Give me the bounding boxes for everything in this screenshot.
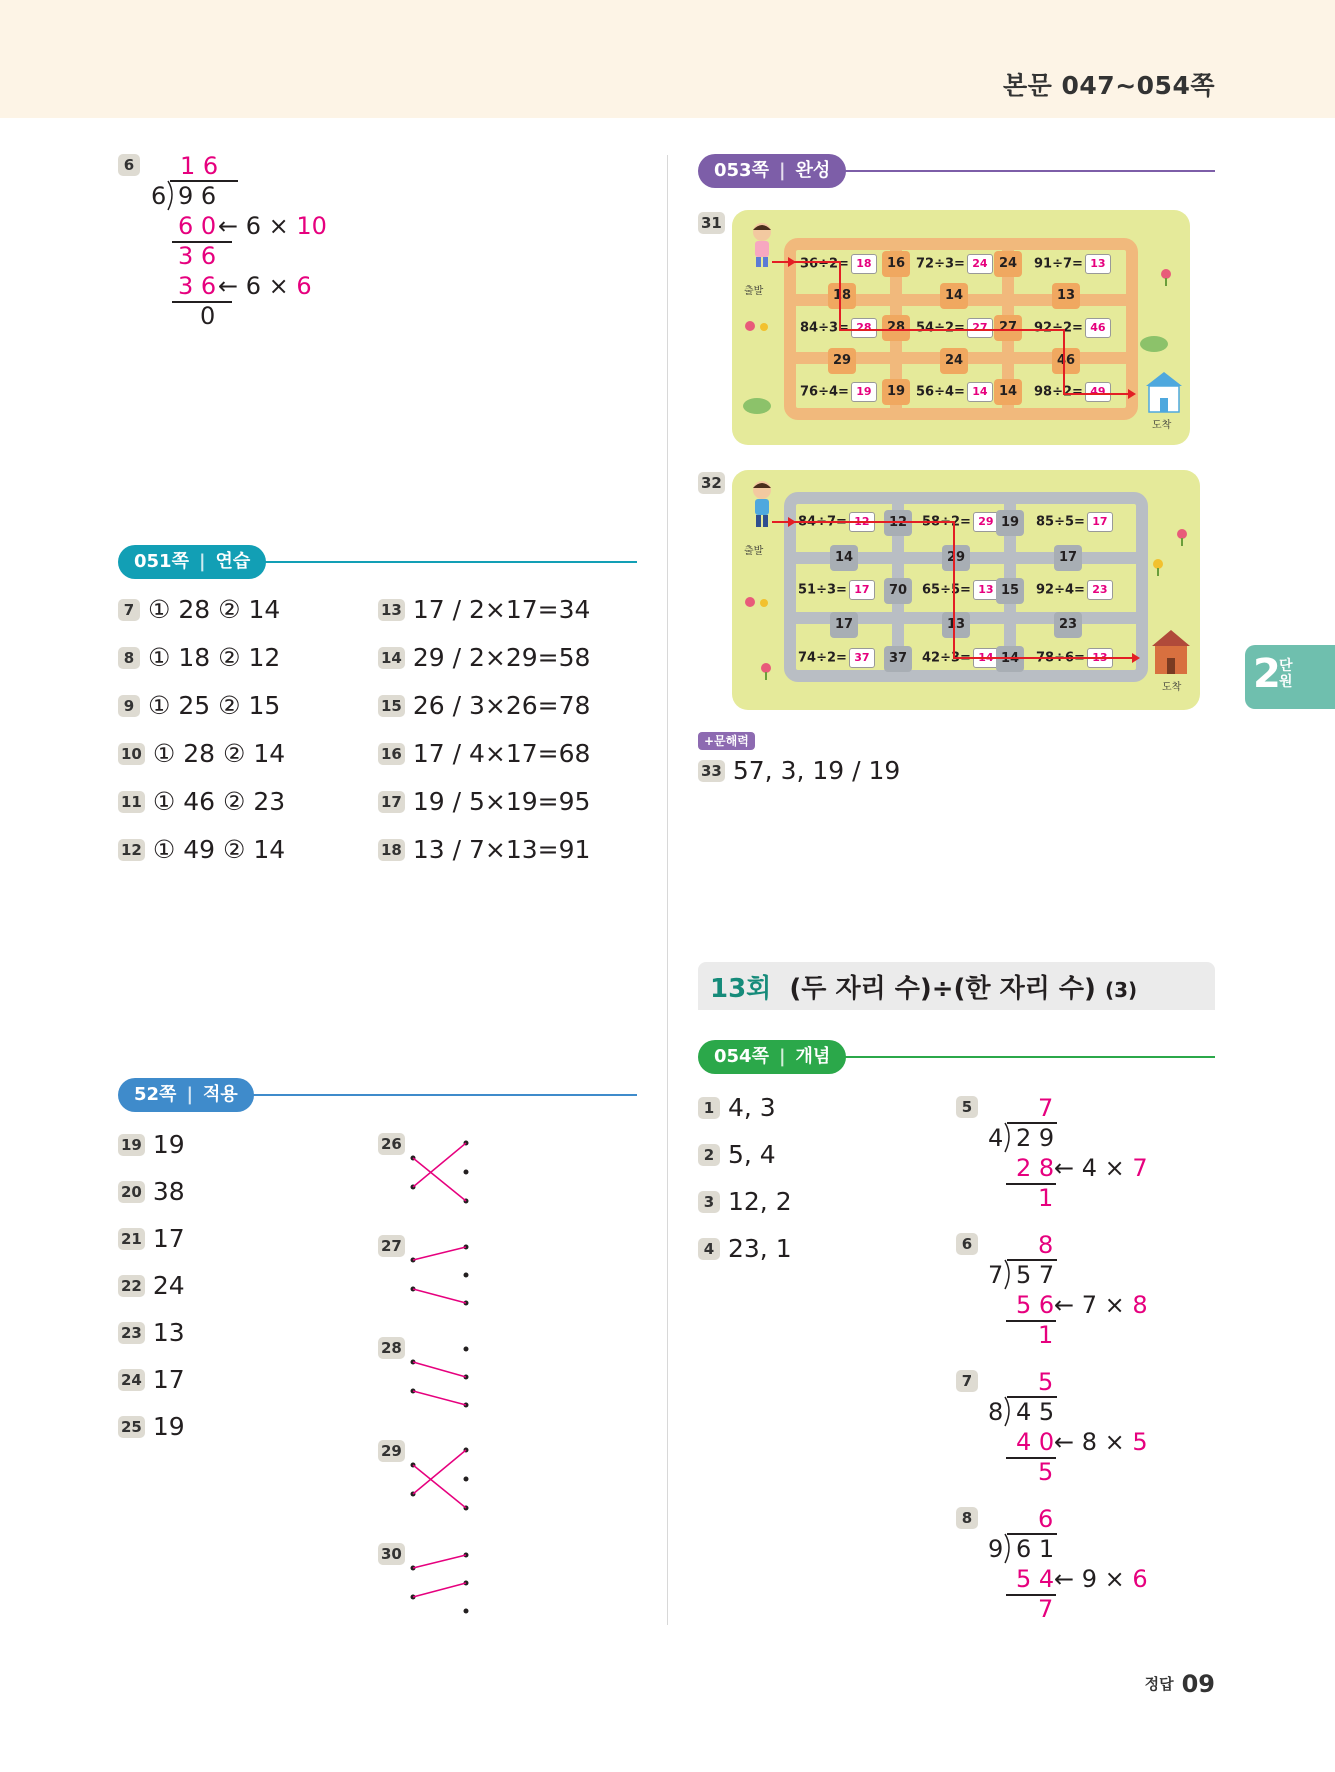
matching-lines bbox=[378, 1440, 488, 1515]
step2-value: 3 6 bbox=[178, 242, 217, 270]
maze-tile: 13 bbox=[1052, 283, 1080, 309]
quotient: 1 6 bbox=[180, 152, 219, 180]
answer-row: 11 ① 46 ② 23 bbox=[118, 787, 285, 835]
subtract-value: 5 4 bbox=[1016, 1565, 1055, 1593]
matching-lines bbox=[378, 1337, 488, 1412]
division-problem: 8 6 9 6 1 5 4 ← 9 × 6 7 bbox=[956, 1505, 1176, 1630]
remainder: 7 bbox=[1038, 1595, 1054, 1623]
matching-lines bbox=[378, 1235, 488, 1310]
maze-path bbox=[732, 210, 1190, 445]
maze-tile: 19 bbox=[882, 379, 910, 405]
subtract-note: ← 7 × 8 bbox=[1054, 1291, 1148, 1319]
matching-29: 29 bbox=[378, 1440, 488, 1515]
house-icon bbox=[1144, 370, 1184, 414]
maze-tile: 29 bbox=[942, 545, 970, 571]
equation: 92÷2= 46 bbox=[1034, 318, 1111, 338]
equation: 91÷7= 13 bbox=[1034, 254, 1111, 274]
divisor: 4 bbox=[988, 1124, 1004, 1152]
equation: 78÷6= 13 bbox=[1036, 648, 1113, 668]
subtract-note: ← 4 × 7 bbox=[1054, 1154, 1148, 1182]
remainder: 0 bbox=[200, 302, 216, 330]
quotient: 7 bbox=[1038, 1094, 1054, 1122]
equation: 65÷5= 13 bbox=[922, 580, 999, 600]
child-figure-icon bbox=[742, 220, 782, 270]
page-footer bbox=[1145, 1670, 1215, 1698]
answer-row: 13 17 / 2×17=34 bbox=[378, 595, 590, 643]
maze-tile: 15 bbox=[996, 578, 1024, 604]
start-label: 출발 bbox=[744, 286, 764, 297]
dividend: 2 9 bbox=[1016, 1124, 1055, 1152]
maze-tile: 24 bbox=[940, 348, 968, 374]
section-051-col1 bbox=[118, 595, 285, 883]
matching-lines bbox=[378, 1133, 488, 1208]
maze-tile: 17 bbox=[830, 612, 858, 638]
maze-tile: 29 bbox=[828, 348, 856, 374]
end-label: 도착 bbox=[1152, 420, 1172, 431]
flower-icon bbox=[1156, 266, 1176, 286]
section-051-rule bbox=[250, 561, 637, 563]
dividend: 4 5 bbox=[1016, 1398, 1055, 1426]
answer-row: 3 12, 2 bbox=[698, 1187, 792, 1234]
bush-icon bbox=[742, 396, 772, 414]
flower-icon bbox=[742, 594, 772, 614]
unit-side-tab bbox=[1245, 645, 1335, 709]
maze-tile: 70 bbox=[884, 578, 912, 604]
page-number: 09 bbox=[1181, 1670, 1215, 1698]
unit-label: 단원 bbox=[1279, 658, 1293, 690]
maze-tile: 16 bbox=[882, 251, 910, 277]
flower-icon bbox=[742, 318, 772, 338]
dividend: 5 7 bbox=[1016, 1261, 1055, 1289]
equation: 51÷3= 17 bbox=[798, 580, 875, 600]
dividend: 6 1 bbox=[1016, 1535, 1055, 1563]
division-problem: 5 7 4 2 9 2 8 ← 4 × 7 1 bbox=[956, 1094, 1176, 1219]
answer-row: 9 ① 25 ② 15 bbox=[118, 691, 285, 739]
maze-tile: 14 bbox=[830, 545, 858, 571]
equation: 98÷2= 49 bbox=[1034, 382, 1111, 402]
section-title: 13회 (두 자리 수)÷(한 자리 수) (3) bbox=[710, 974, 1138, 1004]
equation: 54÷2= 27 bbox=[916, 318, 993, 338]
matching-26: 26 bbox=[378, 1133, 488, 1208]
start-label: 출발 bbox=[744, 546, 764, 557]
maze-puzzle-32 bbox=[732, 470, 1200, 710]
matching-lines bbox=[378, 1543, 488, 1618]
section-051-pill: 051쪽 | 연습 bbox=[118, 545, 266, 579]
flower-icon bbox=[756, 660, 776, 680]
subtract-value: 5 6 bbox=[1016, 1291, 1055, 1319]
quotient: 6 bbox=[1038, 1505, 1054, 1533]
maze-puzzle-31 bbox=[732, 210, 1190, 445]
section-053-pill: 053쪽 | 완성 bbox=[698, 154, 846, 188]
answer-row-33: 33 57, 3, 19 / 19 bbox=[698, 756, 900, 785]
answer-row: 20 38 bbox=[118, 1177, 185, 1224]
child-figure-icon bbox=[742, 478, 782, 534]
subtract-note: ← 9 × 6 bbox=[1054, 1565, 1148, 1593]
step1-value: 6 0 bbox=[178, 212, 217, 240]
equation: 84÷7= 12 bbox=[798, 512, 875, 532]
remainder: 5 bbox=[1038, 1458, 1054, 1486]
section-054-answers bbox=[698, 1093, 792, 1281]
answer-row: 24 17 bbox=[118, 1365, 185, 1412]
answer-row: 1 4, 3 bbox=[698, 1093, 792, 1140]
answer-row: 10 ① 28 ② 14 bbox=[118, 739, 285, 787]
maze-tile: 14 bbox=[940, 283, 968, 309]
maze-tile: 17 bbox=[1054, 545, 1082, 571]
answer-row: 21 17 bbox=[118, 1224, 185, 1271]
equation: 84÷3= 28 bbox=[800, 318, 877, 338]
maze-tile: 37 bbox=[884, 646, 912, 672]
problem-number-31: 31 bbox=[698, 212, 725, 234]
division-problem-6 bbox=[118, 152, 418, 342]
section-052-rule bbox=[250, 1094, 637, 1096]
answer-row: 14 29 / 2×29=58 bbox=[378, 643, 590, 691]
division-problem: 6 8 7 5 7 5 6 ← 7 × 8 1 bbox=[956, 1231, 1176, 1356]
equation: 72÷3= 24 bbox=[916, 254, 993, 274]
section-051-col2 bbox=[378, 595, 590, 883]
header-page-range: 본문 047~054쪽 bbox=[1003, 71, 1215, 100]
quotient: 8 bbox=[1038, 1231, 1054, 1259]
maze-tile: 14 bbox=[994, 379, 1022, 405]
answer-row: 2 5, 4 bbox=[698, 1140, 792, 1187]
remainder: 1 bbox=[1038, 1184, 1054, 1212]
answer-row: 23 13 bbox=[118, 1318, 185, 1365]
division-problem: 7 5 8 4 5 4 0 ← 8 × 5 5 bbox=[956, 1368, 1176, 1493]
maze-tile: 24 bbox=[994, 251, 1022, 277]
maze-tile: 19 bbox=[996, 510, 1024, 536]
answer-row: 18 13 / 7×13=91 bbox=[378, 835, 590, 883]
end-label: 도착 bbox=[1162, 682, 1182, 693]
equation: 85÷5= 17 bbox=[1036, 512, 1113, 532]
flower-icon bbox=[1172, 526, 1192, 546]
equation: 42÷3= 14 bbox=[922, 648, 999, 668]
problem-number-32: 32 bbox=[698, 472, 725, 494]
matching-27: 27 bbox=[378, 1235, 488, 1310]
maze-tile: 28 bbox=[882, 315, 910, 341]
section-052-col1 bbox=[118, 1130, 185, 1459]
answer-row: 16 17 / 4×17=68 bbox=[378, 739, 590, 787]
dividend: 9 6 bbox=[178, 182, 217, 210]
answer-row: 25 19 bbox=[118, 1412, 185, 1459]
answer-row: 12 ① 49 ② 14 bbox=[118, 835, 285, 883]
section-054-rule bbox=[830, 1056, 1215, 1058]
equation: 92÷4= 23 bbox=[1036, 580, 1113, 600]
maze-tile: 23 bbox=[1054, 612, 1082, 638]
matching-30: 30 bbox=[378, 1543, 488, 1618]
answer-row: 7 ① 28 ② 14 bbox=[118, 595, 285, 643]
subtract-value: 4 0 bbox=[1016, 1428, 1055, 1456]
divisor: 9 bbox=[988, 1535, 1004, 1563]
equation: 56÷4= 14 bbox=[916, 382, 993, 402]
flower-icon bbox=[1148, 556, 1168, 576]
step3-value: 3 6 bbox=[178, 272, 217, 300]
bush-icon bbox=[1139, 334, 1169, 352]
quotient: 5 bbox=[1038, 1368, 1054, 1396]
equation: 74÷2= 37 bbox=[798, 648, 875, 668]
section-052-pill: 52쪽 | 적용 bbox=[118, 1078, 254, 1112]
subtract-value: 2 8 bbox=[1016, 1154, 1055, 1182]
unit-number: 2 bbox=[1253, 651, 1281, 697]
remainder: 1 bbox=[1038, 1321, 1054, 1349]
answer-row: 19 19 bbox=[118, 1130, 185, 1177]
house-icon bbox=[1150, 628, 1192, 676]
section-054-pill: 054쪽 | 개념 bbox=[698, 1040, 846, 1074]
equation: 36÷2= 18 bbox=[800, 254, 877, 274]
divisor: 6 bbox=[151, 182, 167, 210]
step1-note: ← 6 × 10 bbox=[218, 212, 327, 240]
maze-tile: 18 bbox=[828, 283, 856, 309]
matching-28: 28 bbox=[378, 1337, 488, 1412]
maze-tile: 27 bbox=[994, 315, 1022, 341]
answer-row: 15 26 / 3×26=78 bbox=[378, 691, 590, 739]
answer-row: 17 19 / 5×19=95 bbox=[378, 787, 590, 835]
section-053-rule bbox=[830, 170, 1215, 172]
maze-tile: 46 bbox=[1052, 348, 1080, 374]
literacy-tag: +문해력 bbox=[698, 732, 755, 750]
problem-number: 6 bbox=[118, 154, 140, 176]
equation: 76÷4= 19 bbox=[800, 382, 877, 402]
maze-tile: 12 bbox=[884, 510, 912, 536]
divisor: 8 bbox=[988, 1398, 1004, 1426]
maze-tile: 13 bbox=[942, 612, 970, 638]
footer-label: 정답 bbox=[1144, 1675, 1174, 1693]
answer-row: 8 ① 18 ② 12 bbox=[118, 643, 285, 691]
column-divider bbox=[667, 155, 668, 1625]
maze-path bbox=[732, 470, 1200, 710]
equation: 58÷2= 29 bbox=[922, 512, 999, 532]
divisor: 7 bbox=[988, 1261, 1004, 1289]
subtract-note: ← 8 × 5 bbox=[1054, 1428, 1148, 1456]
answer-row: 4 23, 1 bbox=[698, 1234, 792, 1281]
answer-row: 22 24 bbox=[118, 1271, 185, 1318]
maze-tile: 14 bbox=[996, 646, 1024, 672]
step3-note: ← 6 × 6 bbox=[218, 272, 312, 300]
